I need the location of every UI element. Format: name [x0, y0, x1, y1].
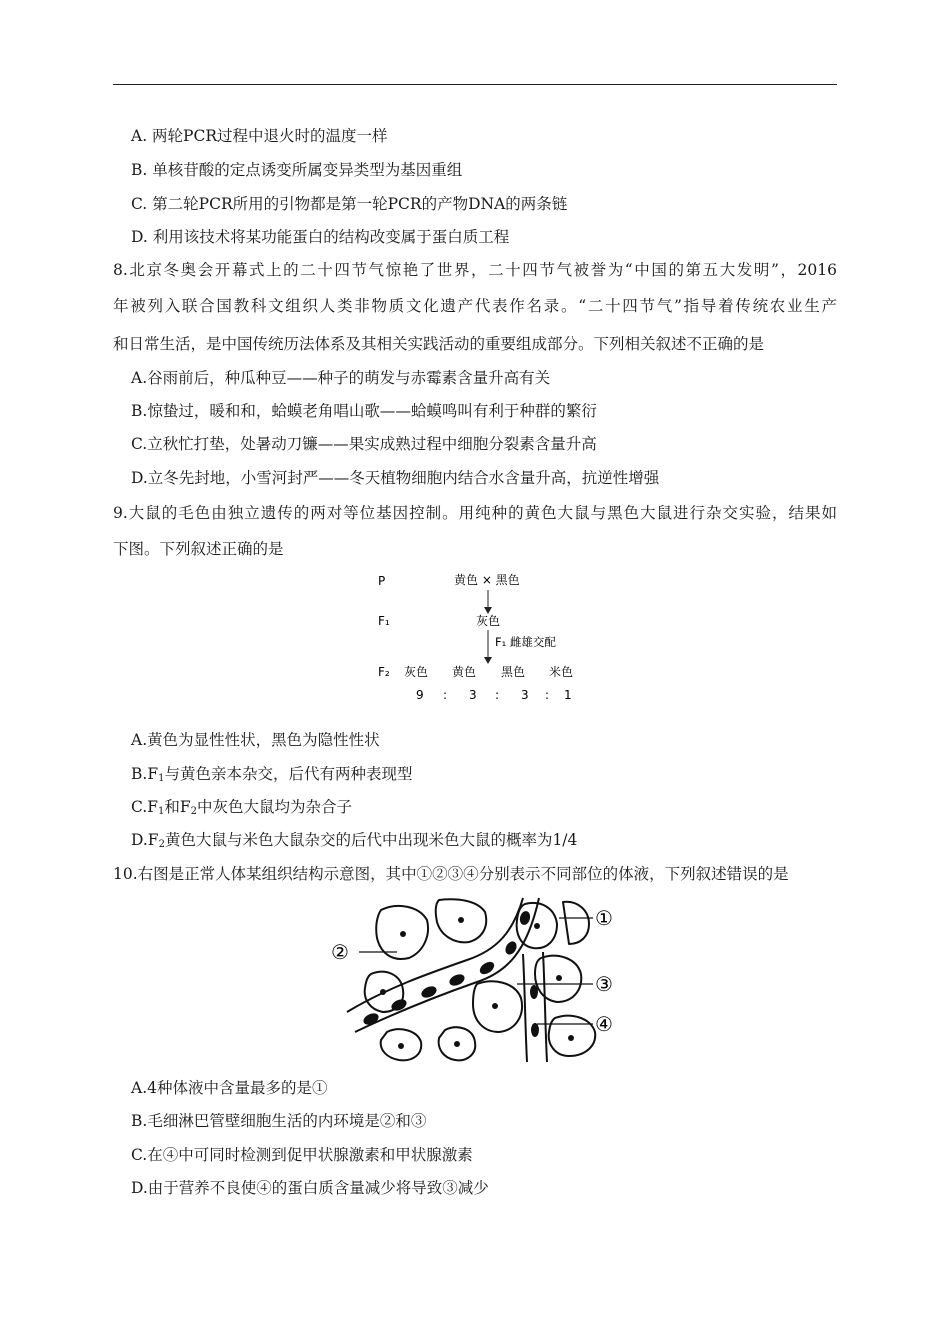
arrowhead-1 [484, 607, 492, 614]
f2-phenotype-cream: 米色 [549, 665, 574, 679]
ratio-sep-1: : [443, 688, 448, 702]
lymph-wall-right [543, 952, 547, 1062]
q7-option-d: D. 利用该技术将某功能蛋白的结构改变属于蛋白质工程 [131, 228, 510, 246]
header-rule [113, 84, 837, 85]
q8-stem-line-3: 和日常生活，是中国传统历法体系及其相关实践活动的重要组成部分。下列相关叙述不正确的是 [113, 335, 765, 353]
q9-option-a: A.黄色为显性性状，黑色为隐性性状 [131, 731, 380, 749]
q7-option-a: A. 两轮PCR过程中退火时的温度一样 [131, 127, 388, 145]
blood-cell [518, 910, 531, 926]
f2-label: F₂ [378, 665, 390, 679]
blood-cell [448, 972, 467, 988]
cell-nucleus [458, 917, 464, 923]
q8-stem-line-1: 8.北京冬奥会开幕式上的二十四节气惊艳了世界，二十四节气被誉为“中国的第五大发明”，2016 [113, 261, 837, 279]
p-cross: 黄色 × 黑色 [454, 573, 520, 587]
tissue-diagram [327, 892, 622, 1064]
f1-mating: F₁ 雌雄交配 [495, 635, 556, 649]
cell-nucleus [400, 931, 406, 937]
cell-nucleus [454, 1041, 460, 1047]
tissue-cell [563, 902, 589, 944]
f1-label: F₁ [378, 614, 390, 628]
label-2: ② [331, 940, 349, 964]
q10-option-a: A.4种体液中含量最多的是① [131, 1079, 328, 1097]
cell-nucleus [568, 1035, 574, 1041]
ratio-9: 9 [416, 688, 424, 702]
ratio-3b: 3 [521, 688, 529, 702]
q10-option-d: D.由于营养不良使④的蛋白质含量减少将导致③减少 [131, 1179, 489, 1197]
q9-option-c: $C.F_1$和$F_2$中灰色大鼠均为杂合子 [131, 798, 353, 817]
q9-stem-line-1: 9.大鼠的毛色由独立遗传的两对等位基因控制。用纯种的黄色大鼠与黑色大鼠进行杂交实验，结果如 [113, 504, 837, 522]
label-1: ① [595, 906, 613, 930]
q8-option-a: A.谷雨前后，种瓜种豆——种子的萌发与赤霉素含量升高有关 [131, 369, 551, 387]
f2-phenotype-gray: 灰色 [404, 665, 429, 679]
cell-nucleus [380, 989, 386, 995]
arrowhead-2 [484, 657, 492, 664]
ratio-3a: 3 [469, 688, 477, 702]
q7-option-c: C. 第二轮PCR所用的引物都是第一轮PCR的产物DNA的两条链 [131, 195, 568, 213]
q8-option-c: C.立秋忙打垫，处暑动刀镰——果实成熟过程中细胞分裂素含量升高 [131, 435, 597, 453]
f2-phenotype-yellow: 黄色 [452, 665, 477, 679]
q8-option-b: B.惊蛰过，暖和和，蛤蟆老角唱山歌——蛤蟆鸣叫有利于种群的繁衍 [131, 402, 597, 420]
lymph-wall-left [523, 954, 527, 1062]
ratio-sep-2: : [495, 688, 500, 702]
cross-diagram [368, 566, 583, 706]
cell-nucleus [534, 923, 540, 929]
cell-nucleus [398, 1043, 404, 1049]
p-label: P [378, 574, 386, 588]
ratio-1: 1 [564, 688, 572, 702]
label-4: ④ [595, 1012, 613, 1036]
q7-option-b: B. 单核苷酸的定点诱变所属变异类型为基因重组 [131, 161, 463, 179]
q8-option-d: D.立冬先封地，小雪河封严——冬天植物细胞内结合水含量升高，抗逆性增强 [131, 469, 660, 487]
lymphocyte [530, 985, 538, 999]
q8-stem-line-2: 年被列入联合国教科文组织人类非物质文化遗产代表作名录。“二十四节气”指导着传统农业生产 [113, 297, 837, 315]
cell-nucleus [492, 1003, 498, 1009]
f1-phenotype: 灰色 [476, 614, 501, 628]
q9-stem-line-2: 下图。下列叙述正确的是 [113, 540, 284, 558]
f2-phenotype-black: 黑色 [501, 665, 526, 679]
q9-option-b: $B.F_1$与黄色亲本杂交，后代有两种表现型 [131, 765, 413, 784]
q10-stem: 10.右图是正常人体某组织结构示意图，其中①②③④分别表示不同部位的体液，下列叙述错误的是 [113, 865, 789, 883]
q10-option-b: B.毛细淋巴管壁细胞生活的内环境是②和③ [131, 1112, 427, 1130]
ratio-sep-3: : [545, 688, 550, 702]
lymphocyte [531, 1023, 539, 1037]
q10-option-c: C.在④中可同时检测到促甲状腺激素和甲状腺激素 [131, 1146, 473, 1164]
q9-option-d: $D.F_2$黄色大鼠与米色大鼠杂交的后代中出现米色大鼠的概率为1/4 [131, 831, 578, 850]
label-3: ③ [595, 972, 613, 996]
cell-nucleus [556, 975, 562, 981]
